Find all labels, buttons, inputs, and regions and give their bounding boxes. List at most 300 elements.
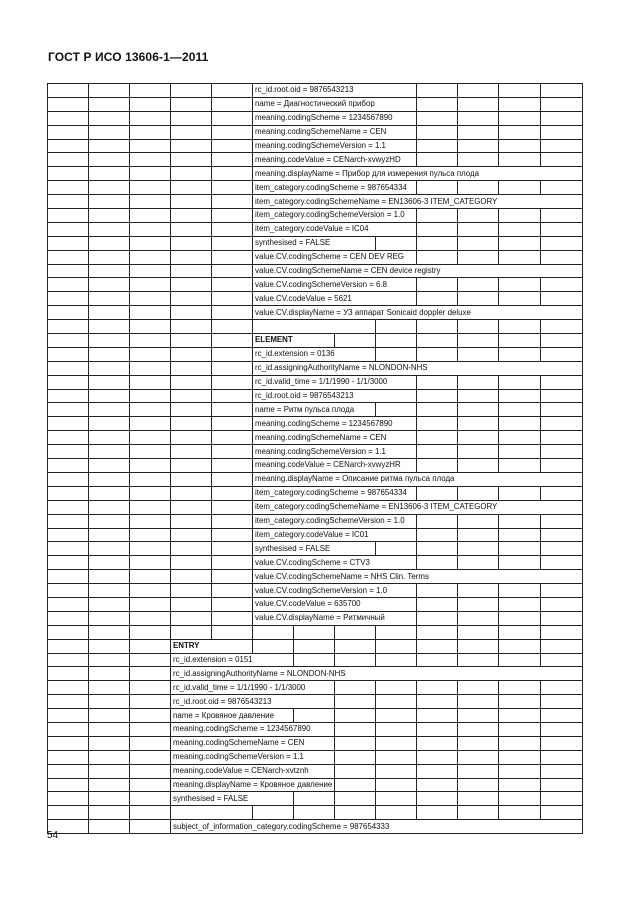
indent-cell	[130, 84, 171, 98]
attribute-cell	[171, 806, 253, 820]
empty-cell	[499, 236, 541, 250]
table-row	[48, 556, 583, 570]
empty-cell	[335, 792, 376, 806]
indent-cell	[171, 611, 212, 625]
empty-cell	[458, 431, 499, 445]
indent-cell	[171, 514, 212, 528]
attribute-cell: rc_id.assigningAuthorityName = NLONDON-NHS	[171, 667, 583, 681]
empty-cell	[541, 375, 583, 389]
empty-cell	[376, 639, 417, 653]
indent-cell	[48, 361, 89, 375]
empty-cell	[417, 334, 458, 348]
table-row	[48, 195, 583, 209]
attribute-cell: meaning.codingSchemeName = CEN	[253, 125, 417, 139]
empty-cell	[499, 209, 541, 223]
table-row	[48, 625, 583, 639]
indent-cell	[89, 625, 130, 639]
empty-cell	[417, 139, 458, 153]
table-row	[48, 84, 583, 98]
table-row	[48, 542, 583, 556]
indent-cell	[48, 625, 89, 639]
table-row	[48, 709, 583, 723]
empty-cell	[499, 125, 541, 139]
empty-cell	[541, 236, 583, 250]
empty-cell	[458, 778, 499, 792]
table-row	[48, 611, 583, 625]
empty-cell	[499, 320, 541, 334]
empty-cell	[417, 736, 458, 750]
empty-cell	[541, 597, 583, 611]
empty-cell	[458, 375, 499, 389]
indent-cell	[89, 584, 130, 598]
indent-cell	[89, 125, 130, 139]
empty-cell	[458, 597, 499, 611]
table-row	[48, 222, 583, 236]
indent-cell	[89, 750, 130, 764]
empty-cell	[499, 292, 541, 306]
empty-cell	[499, 459, 541, 473]
empty-cell	[499, 792, 541, 806]
indent-cell	[130, 625, 171, 639]
indent-cell	[48, 653, 89, 667]
empty-cell	[499, 736, 541, 750]
empty-cell	[499, 778, 541, 792]
empty-cell	[417, 514, 458, 528]
indent-cell	[171, 556, 212, 570]
empty-cell	[499, 139, 541, 153]
empty-cell	[417, 459, 458, 473]
table-row	[48, 153, 583, 167]
empty-cell	[541, 97, 583, 111]
table-row	[48, 431, 583, 445]
indent-cell	[212, 597, 253, 611]
indent-cell	[171, 597, 212, 611]
attribute-cell: rc_id.root.oid = 9876543213	[171, 695, 335, 709]
table-row	[48, 347, 583, 361]
indent-cell	[130, 125, 171, 139]
indent-cell	[89, 361, 130, 375]
table-row	[48, 750, 583, 764]
indent-cell	[130, 320, 171, 334]
indent-cell	[48, 292, 89, 306]
empty-cell	[458, 292, 499, 306]
attribute-cell: name = Ритм пульса плода	[253, 403, 376, 417]
empty-cell	[499, 750, 541, 764]
table-row	[48, 459, 583, 473]
indent-cell	[130, 347, 171, 361]
empty-cell	[417, 97, 458, 111]
empty-cell	[417, 597, 458, 611]
indent-cell	[171, 250, 212, 264]
indent-cell	[130, 250, 171, 264]
empty-cell	[376, 806, 417, 820]
indent-cell	[48, 97, 89, 111]
indent-cell	[89, 195, 130, 209]
empty-cell	[458, 236, 499, 250]
empty-cell	[499, 431, 541, 445]
empty-cell	[499, 695, 541, 709]
empty-cell	[499, 764, 541, 778]
table-row	[48, 570, 583, 584]
indent-cell	[171, 625, 212, 639]
indent-cell	[130, 459, 171, 473]
empty-cell	[541, 403, 583, 417]
indent-cell	[89, 611, 130, 625]
indent-cell	[130, 153, 171, 167]
empty-cell	[417, 389, 458, 403]
table-row	[48, 820, 583, 834]
indent-cell	[212, 528, 253, 542]
empty-cell	[458, 445, 499, 459]
attribute-cell: value.CV.codingSchemeVersion = 6.8	[253, 278, 417, 292]
empty-cell	[253, 639, 294, 653]
empty-cell	[458, 181, 499, 195]
empty-cell	[541, 445, 583, 459]
empty-cell	[499, 334, 541, 348]
empty-cell	[541, 84, 583, 98]
empty-cell	[335, 709, 376, 723]
empty-cell	[376, 695, 417, 709]
table-row	[48, 514, 583, 528]
empty-cell	[458, 125, 499, 139]
indent-cell	[48, 639, 89, 653]
empty-cell	[294, 639, 335, 653]
attribute-cell	[212, 625, 253, 639]
table-row	[48, 181, 583, 195]
empty-cell	[458, 681, 499, 695]
empty-cell	[335, 639, 376, 653]
empty-cell	[458, 542, 499, 556]
indent-cell	[212, 167, 253, 181]
empty-cell	[499, 556, 541, 570]
empty-cell	[541, 542, 583, 556]
empty-cell	[499, 347, 541, 361]
empty-cell	[376, 792, 417, 806]
indent-cell	[212, 125, 253, 139]
empty-cell	[335, 778, 376, 792]
indent-cell	[130, 389, 171, 403]
indent-cell	[212, 306, 253, 320]
table-row	[48, 292, 583, 306]
table-row	[48, 361, 583, 375]
attribute-cell: item_category.codeValue = IC01	[253, 528, 417, 542]
indent-cell	[130, 667, 171, 681]
indent-cell	[171, 125, 212, 139]
indent-cell	[212, 97, 253, 111]
section-label: ELEMENT	[253, 334, 335, 348]
empty-cell	[335, 695, 376, 709]
indent-cell	[212, 236, 253, 250]
empty-cell	[458, 611, 499, 625]
empty-cell	[376, 722, 417, 736]
indent-cell	[130, 597, 171, 611]
indent-cell	[212, 472, 253, 486]
indent-cell	[212, 389, 253, 403]
indent-cell	[89, 681, 130, 695]
empty-cell	[499, 709, 541, 723]
empty-cell	[458, 722, 499, 736]
indent-cell	[48, 778, 89, 792]
indent-cell	[130, 500, 171, 514]
indent-cell	[130, 611, 171, 625]
empty-cell	[458, 709, 499, 723]
indent-cell	[212, 556, 253, 570]
indent-cell	[89, 167, 130, 181]
empty-cell	[541, 736, 583, 750]
indent-cell	[171, 570, 212, 584]
indent-cell	[212, 375, 253, 389]
empty-cell	[417, 556, 458, 570]
indent-cell	[171, 445, 212, 459]
table-row	[48, 667, 583, 681]
empty-cell	[541, 153, 583, 167]
indent-cell	[48, 375, 89, 389]
indent-cell	[171, 320, 212, 334]
empty-cell	[541, 584, 583, 598]
empty-cell	[541, 431, 583, 445]
indent-cell	[130, 334, 171, 348]
indent-cell	[89, 514, 130, 528]
empty-cell	[417, 625, 458, 639]
empty-cell	[294, 653, 335, 667]
empty-cell	[376, 750, 417, 764]
empty-cell	[458, 625, 499, 639]
empty-cell	[541, 334, 583, 348]
empty-cell	[458, 459, 499, 473]
empty-cell	[458, 139, 499, 153]
empty-cell	[541, 709, 583, 723]
indent-cell	[89, 97, 130, 111]
empty-cell	[541, 681, 583, 695]
empty-cell	[458, 97, 499, 111]
empty-cell	[458, 653, 499, 667]
indent-cell	[89, 84, 130, 98]
indent-cell	[48, 181, 89, 195]
empty-cell	[458, 250, 499, 264]
empty-cell	[541, 639, 583, 653]
empty-cell	[499, 514, 541, 528]
indent-cell	[130, 806, 171, 820]
indent-cell	[130, 292, 171, 306]
attribute-cell: meaning.codeValue = CENarch-xvwyzHR	[253, 459, 417, 473]
empty-cell	[458, 806, 499, 820]
empty-cell	[376, 709, 417, 723]
indent-cell	[48, 139, 89, 153]
indent-cell	[212, 347, 253, 361]
indent-cell	[171, 97, 212, 111]
empty-cell	[417, 222, 458, 236]
empty-cell	[541, 389, 583, 403]
empty-cell	[417, 250, 458, 264]
indent-cell	[89, 722, 130, 736]
empty-cell	[417, 486, 458, 500]
indent-cell	[89, 153, 130, 167]
attribute-cell: value.CV.displayName = Ритмичный	[253, 611, 417, 625]
empty-cell	[376, 334, 417, 348]
attribute-cell: meaning.codingSchemeName = CEN	[171, 736, 335, 750]
indent-cell	[171, 306, 212, 320]
empty-cell	[458, 111, 499, 125]
indent-cell	[48, 209, 89, 223]
indent-cell	[48, 472, 89, 486]
indent-cell	[212, 195, 253, 209]
indent-cell	[89, 250, 130, 264]
indent-cell	[89, 570, 130, 584]
indent-cell	[89, 306, 130, 320]
indent-cell	[130, 653, 171, 667]
indent-cell	[171, 389, 212, 403]
empty-cell	[294, 806, 335, 820]
indent-cell	[212, 222, 253, 236]
table-row	[48, 528, 583, 542]
table-row	[48, 472, 583, 486]
attribute-cell: item_category.codingSchemeName = EN13606-3 ITEM_CATEGORY	[253, 500, 583, 514]
empty-cell	[541, 778, 583, 792]
empty-cell	[253, 806, 294, 820]
empty-cell	[294, 709, 335, 723]
indent-cell	[89, 264, 130, 278]
indent-cell	[130, 278, 171, 292]
indent-cell	[89, 139, 130, 153]
indent-cell	[89, 181, 130, 195]
indent-cell	[130, 431, 171, 445]
indent-cell	[212, 584, 253, 598]
empty-cell	[499, 181, 541, 195]
table-row	[48, 695, 583, 709]
indent-cell	[89, 792, 130, 806]
indent-cell	[171, 347, 212, 361]
indent-cell	[171, 542, 212, 556]
indent-cell	[48, 806, 89, 820]
indent-cell	[89, 445, 130, 459]
indent-cell	[171, 403, 212, 417]
indent-cell	[48, 681, 89, 695]
empty-cell	[417, 528, 458, 542]
table-row	[48, 653, 583, 667]
indent-cell	[48, 611, 89, 625]
indent-cell	[171, 486, 212, 500]
indent-cell	[130, 445, 171, 459]
indent-cell	[89, 431, 130, 445]
indent-cell	[48, 459, 89, 473]
empty-cell	[376, 347, 417, 361]
empty-cell	[335, 334, 376, 348]
page-number: 54	[47, 830, 59, 841]
empty-cell	[417, 181, 458, 195]
indent-cell	[130, 639, 171, 653]
empty-cell	[458, 792, 499, 806]
empty-cell	[417, 209, 458, 223]
indent-cell	[89, 417, 130, 431]
table-row	[48, 486, 583, 500]
attribute-cell: meaning.displayName = Описание ритма пульса плода	[253, 472, 583, 486]
empty-cell	[458, 278, 499, 292]
indent-cell	[212, 111, 253, 125]
table-row	[48, 417, 583, 431]
empty-cell	[417, 111, 458, 125]
indent-cell	[130, 472, 171, 486]
indent-cell	[89, 209, 130, 223]
indent-cell	[48, 542, 89, 556]
empty-cell	[499, 806, 541, 820]
indent-cell	[89, 334, 130, 348]
empty-cell	[458, 209, 499, 223]
empty-cell	[499, 681, 541, 695]
indent-cell	[130, 528, 171, 542]
indent-cell	[48, 320, 89, 334]
empty-cell	[417, 709, 458, 723]
empty-cell	[458, 528, 499, 542]
attribute-cell: value.CV.codingScheme = CTV3	[253, 556, 417, 570]
indent-cell	[130, 403, 171, 417]
indent-cell	[130, 375, 171, 389]
empty-cell	[376, 625, 417, 639]
indent-cell	[48, 500, 89, 514]
empty-cell	[499, 722, 541, 736]
indent-cell	[212, 278, 253, 292]
table-row	[48, 250, 583, 264]
empty-cell	[417, 445, 458, 459]
empty-cell	[458, 334, 499, 348]
empty-cell	[458, 584, 499, 598]
indent-cell	[130, 139, 171, 153]
empty-cell	[335, 653, 376, 667]
indent-cell	[130, 722, 171, 736]
indent-cell	[130, 542, 171, 556]
indent-cell	[130, 195, 171, 209]
indent-cell	[171, 195, 212, 209]
indent-cell	[89, 320, 130, 334]
indent-cell	[212, 209, 253, 223]
indent-cell	[212, 320, 253, 334]
indent-cell	[171, 417, 212, 431]
indent-cell	[130, 750, 171, 764]
empty-cell	[541, 528, 583, 542]
indent-cell	[48, 514, 89, 528]
attribute-cell: rc_id.valid_time = 1/1/1990 - 1/1/3000	[171, 681, 335, 695]
indent-cell	[171, 111, 212, 125]
empty-cell	[541, 292, 583, 306]
empty-cell	[499, 84, 541, 98]
indent-cell	[212, 542, 253, 556]
empty-cell	[541, 806, 583, 820]
empty-cell	[417, 375, 458, 389]
indent-cell	[48, 584, 89, 598]
indent-cell	[89, 695, 130, 709]
empty-cell	[417, 764, 458, 778]
indent-cell	[48, 597, 89, 611]
empty-cell	[541, 125, 583, 139]
indent-cell	[171, 236, 212, 250]
empty-cell	[417, 403, 458, 417]
attribute-cell: synthesised = FALSE	[253, 236, 376, 250]
table-row	[48, 306, 583, 320]
empty-cell	[499, 417, 541, 431]
indent-cell	[130, 111, 171, 125]
attribute-cell: value.CV.displayName = УЗ аппарат Sonicaid doppler deluxe	[253, 306, 583, 320]
indent-cell	[130, 514, 171, 528]
indent-cell	[171, 139, 212, 153]
indent-cell	[89, 639, 130, 653]
empty-cell	[417, 584, 458, 598]
indent-cell	[130, 709, 171, 723]
indent-cell	[89, 778, 130, 792]
indent-cell	[171, 584, 212, 598]
indent-cell	[171, 209, 212, 223]
empty-cell	[335, 722, 376, 736]
indent-cell	[130, 417, 171, 431]
attribute-cell: name = Кровяное давление	[171, 709, 294, 723]
